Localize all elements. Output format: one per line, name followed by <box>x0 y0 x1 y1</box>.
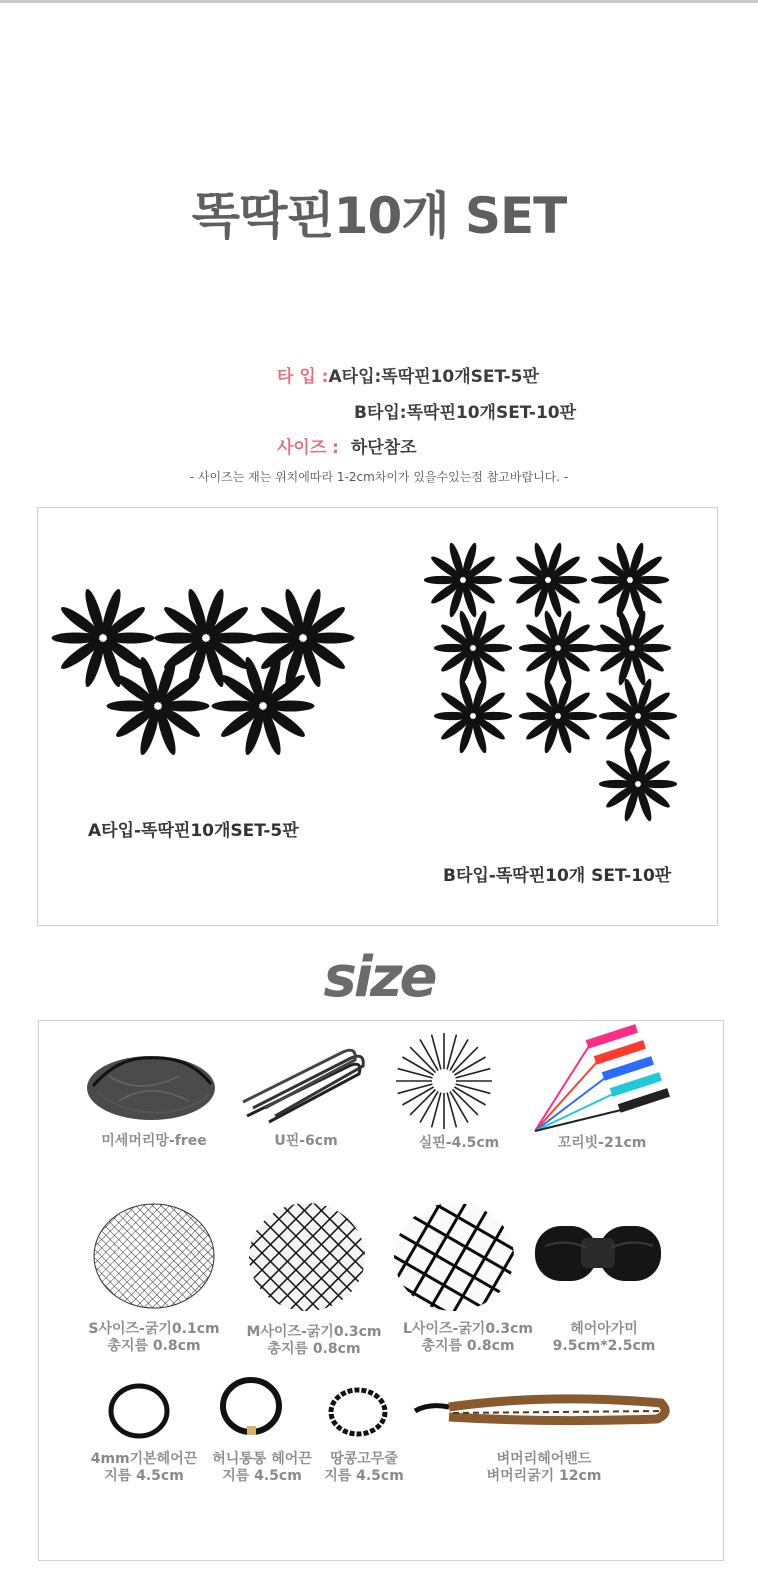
set-a-caption: A타입-똑딱핀10개SET-5판 <box>88 821 299 841</box>
bobby-pin <box>456 1069 491 1078</box>
item-label-honey-tie: 허니통통 헤어끈 지름 4.5cm <box>212 1451 312 1484</box>
type-label: 타 입 : <box>277 367 329 387</box>
snap-clip-flower <box>509 541 587 618</box>
item-label-braid-band: 벼머리헤어밴드 벼머리굵기 12cm <box>486 1451 602 1484</box>
item-label-bobby-pin: 실핀-4.5cm <box>418 1135 500 1151</box>
type-a-value: A타입:똑딱핀10개SET-5판 <box>328 367 539 387</box>
snap-clip-flower <box>591 541 669 618</box>
size-items-box <box>38 1020 724 1561</box>
item-label-small-net: S사이즈-굵기0.1cm 총지름 0.8cm <box>88 1321 220 1354</box>
item-label-hairnet: 미세머리망-free <box>101 1133 207 1149</box>
basic-hair-tie-icon <box>105 1381 175 1441</box>
bobby-pin <box>432 1035 441 1070</box>
bobby-pin <box>447 1093 456 1128</box>
bun-net-medium-icon <box>245 1201 375 1316</box>
snap-clip-flower <box>252 587 355 688</box>
bobby-pin <box>398 1069 433 1078</box>
snap-clip-flower <box>519 677 597 754</box>
size-label: 사이즈 : <box>277 438 339 458</box>
snap-clip-flower <box>434 677 512 754</box>
hair-bun-maker-icon <box>531 1216 671 1296</box>
snap-clip-flower <box>434 609 512 686</box>
set-image-box <box>37 507 718 926</box>
type-b-row <box>354 398 576 423</box>
size-note: - 사이즈는 재는 위치에따라 1-2cm차이가 있을수있는점 참고바랍니다. - <box>189 470 569 484</box>
item-label-tail-comb: 꼬리빗-21cm <box>557 1135 647 1151</box>
item-label-medium-net: M사이즈-굵기0.3cm 총지름 0.8cm <box>246 1324 382 1357</box>
tail-comb-icon <box>529 1036 659 1136</box>
bun-net-small-icon <box>89 1201 219 1311</box>
tail-comb <box>535 1056 654 1131</box>
bobby-pin <box>447 1035 456 1070</box>
bobby-pin <box>432 1093 441 1128</box>
snap-clip-flower <box>599 745 677 822</box>
snap-clip-flower <box>52 587 155 688</box>
snap-clip-flower <box>424 541 502 618</box>
peanut-rubber-band-icon <box>324 1384 394 1439</box>
bobby-pin <box>398 1084 433 1093</box>
page-title: 똑딱핀10개 SET <box>191 187 567 245</box>
size-heading: size <box>323 945 435 1010</box>
set-b-caption: B타입-똑딱핀10개 SET-10판 <box>443 866 672 886</box>
snap-clip-flower <box>519 609 597 686</box>
hairnet-icon <box>79 1046 219 1126</box>
item-label-basic-tie: 4mm기본헤어끈 지름 4.5cm <box>90 1451 198 1484</box>
snap-clip-flower <box>599 677 677 754</box>
bobby-pin-burst-icon <box>389 1031 499 1131</box>
type-row <box>277 362 539 387</box>
snap-clip-flower <box>593 609 671 686</box>
top-divider <box>0 0 758 3</box>
item-label-large-net: L사이즈-굵기0.3cm 총지름 0.8cm <box>402 1321 534 1354</box>
braid-headband-icon <box>409 1389 674 1439</box>
item-label-bun-maker: 헤어아가미 9.5cm*2.5cm <box>552 1321 656 1354</box>
size-value: 하단참조 <box>350 438 417 458</box>
bobby-pin <box>456 1084 491 1093</box>
type-b-value: B타입:똑딱핀10개SET-10판 <box>354 403 577 423</box>
honey-hair-tie-icon <box>217 1376 287 1441</box>
snap-clip-flower <box>212 655 315 756</box>
size-row <box>277 433 417 458</box>
item-label-u-pin: U핀-6cm <box>274 1133 338 1149</box>
bun-net-large-icon <box>389 1201 519 1316</box>
item-label-peanut-band: 땅콩고무줄 지름 4.5cm <box>324 1451 404 1484</box>
u-pin-icon <box>239 1046 369 1126</box>
